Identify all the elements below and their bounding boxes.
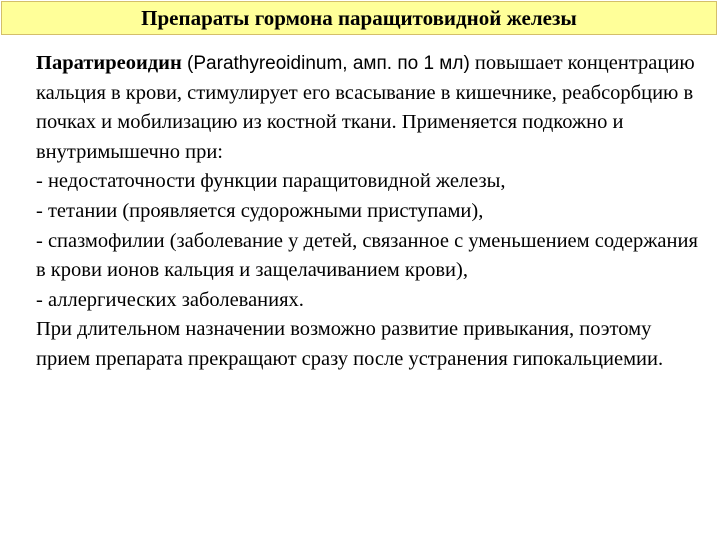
- slide-title-bar: [1, 1, 717, 35]
- indication-item: - аллергических заболеваниях.: [36, 288, 304, 311]
- indication-item: - недостаточности функции паращитовидной железы,: [36, 170, 506, 193]
- intro-paragraph: [36, 49, 706, 167]
- conclusion-paragraph: При длительном назначении возможно развитие привыкания, поэтому прием препарата прекращают сразу после устранения гипокальциемии.: [36, 318, 664, 370]
- latin-name: (Parathyreoidinum, амп. по 1 мл): [181, 53, 470, 74]
- indication-item: - спазмофилии (заболевание у детей, связанное с уменьшением содержания в крови ионов кальция и защелачиванием крови),: [36, 229, 698, 282]
- indication-item: - тетании (проявляется судорожными приступами),: [36, 199, 484, 222]
- drug-name: Паратиреоидин: [36, 52, 182, 74]
- slide-title: Препараты гормона паращитовидной железы: [141, 5, 577, 30]
- intro-text: повышает концентрацию кальция в крови, стимулирует его всасывание в кишечнике, реабсорбцию в почках и мобилизацию из костной ткани. Применяется подкожно и внутримышечно при:: [36, 52, 695, 163]
- slide-content: [36, 49, 706, 375]
